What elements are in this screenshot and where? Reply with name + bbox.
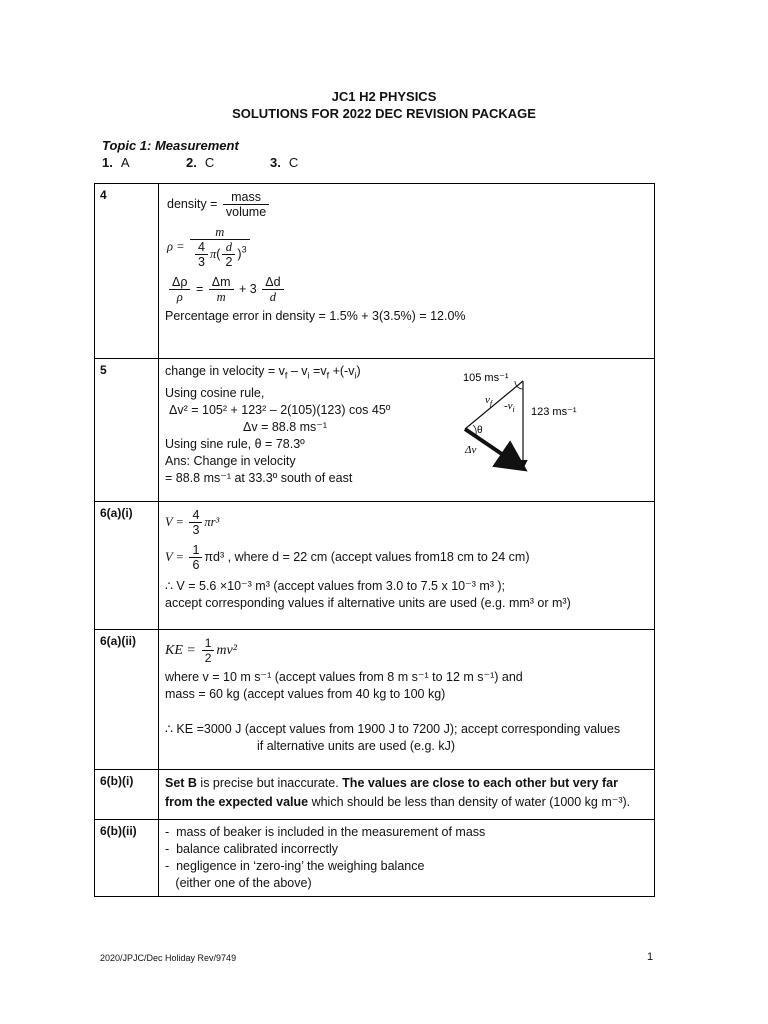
diagram-label-vi: $-v_i$	[504, 400, 515, 414]
solution-cell	[159, 820, 655, 897]
solution-cell	[159, 184, 655, 359]
table-row	[95, 502, 655, 630]
solution-cell	[159, 359, 655, 502]
delta-v-result: Δv = 88.8 ms⁻¹	[243, 419, 328, 434]
solution-cell	[159, 502, 655, 630]
mcq-answer-3: 3. C	[270, 155, 299, 170]
list-item: - negligence in ‘zero-ing’ the weighing balance	[165, 859, 425, 873]
list-item: - mass of beaker is included in the measurement of mass	[165, 825, 486, 839]
document-subtitle: SOLUTIONS FOR 2022 DEC REVISION PACKAGE	[232, 106, 536, 121]
expected-value-note: which should be less than density of water (1000 kg m⁻³).	[308, 795, 631, 809]
question-number: 6(b)(i)	[95, 770, 159, 820]
table-row	[95, 630, 655, 770]
footer-reference: 2020/JPJC/Dec Holiday Rev/9749	[100, 953, 237, 963]
error-equation: $\frac{\Delta\rho}{\rho}$ = $\frac{\Delta m}{m}$ + 3 $\frac{\Delta d}{d}$	[167, 275, 648, 304]
question-number: 6(a)(i)	[95, 502, 159, 630]
accuracy-explanation: The values are close to each other but very far from the expected value	[165, 776, 618, 809]
cosine-rule-equation: Δv² = 105² + 123² – 2(105)(123) cos 45º	[169, 402, 391, 417]
table-row	[95, 820, 655, 897]
diagram-label-dv: Δv	[465, 444, 477, 456]
list-item: - balance calibrated incorrectly	[165, 842, 338, 856]
set-b-label: Set B	[165, 776, 197, 790]
kinetic-energy-result: ∴ KE =3000 J (accept values from 1900 J to 7200 J); accept corresponding values	[165, 722, 621, 736]
question-number: 6(b)(ii)	[95, 820, 159, 897]
answer-line: Ans: Change in velocity	[165, 453, 296, 468]
question-number: 6(a)(ii)	[95, 630, 159, 770]
density-equation: density = $\frac{\text{mass}}{\text{volume}}$	[167, 190, 648, 219]
table-row	[95, 359, 655, 502]
vector-triangle-diagram	[449, 367, 649, 477]
volume-result: ∴ V = 5.6 ×10⁻³ m³ (accept values from 3.0 to 7.5 x 10⁻³ m³ );	[165, 579, 506, 593]
cosine-rule-heading: Using cosine rule,	[165, 385, 265, 400]
table-row	[95, 770, 655, 820]
diagram-label-105: 105 ms⁻¹	[463, 372, 509, 384]
document-title: JC1 H2 PHYSICS	[331, 89, 437, 104]
solutions-table	[94, 183, 655, 897]
rho-equation: ρ = m $\frac{4}{3}$ π( $\frac{d}{2}$ )$^3$	[167, 225, 648, 269]
volume-units-note: accept corresponding values if alternative units are used (e.g. mm³ or m³)	[165, 596, 571, 610]
velocity-assumption: where v = 10 m s⁻¹ (accept values from 8 m s⁻¹ to 12 m s⁻¹) and	[165, 670, 523, 684]
solution-cell	[159, 630, 655, 770]
topic-heading: Topic 1: Measurement	[102, 138, 239, 153]
velocity-change-definition: change in velocity = $v_f - v_i =v_f +(-v_i)$	[165, 364, 361, 381]
solution-cell	[159, 770, 655, 820]
mcq-answer-1: 1. A	[102, 155, 130, 170]
question-number: 4	[95, 184, 159, 359]
sphere-volume-diameter: V = $\frac{1}{6}$ πd³ , where d = 22 cm (accept values from18 cm to 24 cm)	[165, 543, 530, 572]
density-error-result: Percentage error in density = 1.5% + 3(3.5%) = 12.0%	[165, 309, 466, 323]
mass-assumption: mass = 60 kg (accept values from 40 kg to 100 kg)	[165, 687, 446, 701]
diagram-label-123: 123 ms⁻¹	[531, 406, 577, 418]
kinetic-energy-equation: KE = $\frac{1}{2}$ mv²	[165, 636, 237, 665]
mcq-answer-2: 2. C	[186, 155, 215, 170]
kinetic-energy-units-note: if alternative units are used (e.g. kJ)	[257, 739, 456, 753]
table-row	[95, 184, 655, 359]
question-number: 5	[95, 359, 159, 502]
answer-value: = 88.8 ms⁻¹ at 33.3º south of east	[165, 470, 353, 485]
sphere-volume-radius: V = $\frac{4}{3}$ πr³	[165, 508, 220, 537]
diagram-label-vf: $v_f$	[485, 394, 493, 408]
diagram-label-theta: θ	[477, 425, 483, 436]
page-number: 1	[647, 951, 654, 963]
list-item: (either one of the above)	[165, 876, 312, 890]
precision-statement: is precise but inaccurate.	[196, 776, 343, 790]
sine-rule-result: Using sine rule, θ = 78.3º	[165, 436, 305, 451]
